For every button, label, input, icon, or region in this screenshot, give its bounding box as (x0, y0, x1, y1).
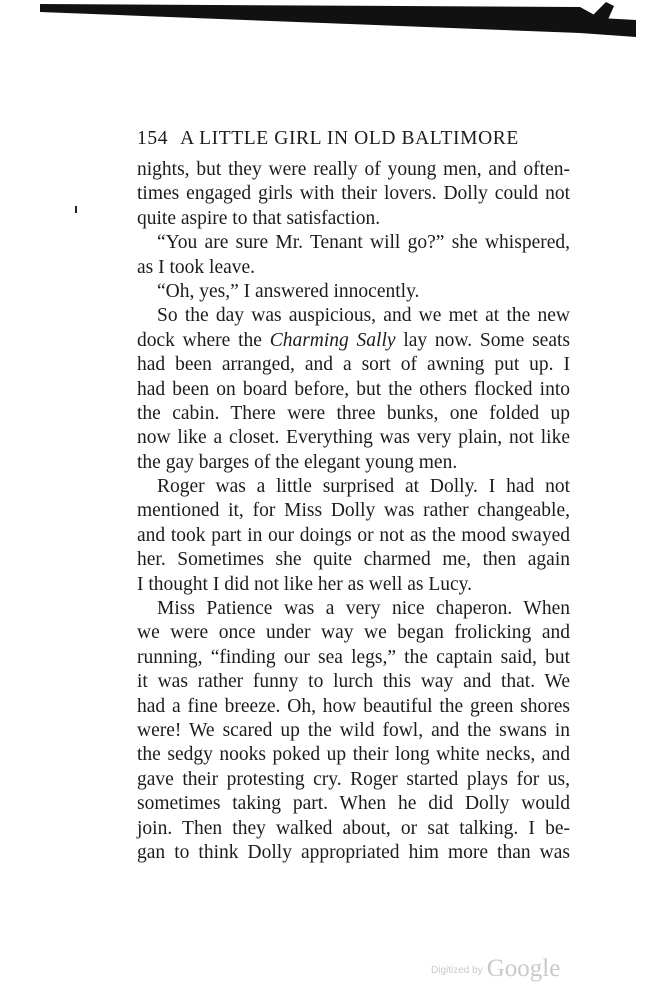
text-line: nights, but they were really of young men, and often- (137, 159, 570, 180)
text-line: the sedgy nooks poked up their long white necks, and (137, 744, 570, 766)
text-line: had been on board before, but the others flocked into (137, 378, 570, 400)
text-line: her. Sometimes she quite charmed me, then again (137, 549, 570, 571)
scanned-page-top-edge (40, 0, 636, 40)
text-line: quite aspire to that satisfaction. (137, 207, 381, 229)
text-line: Miss Patience was a very nice chaperon. When (157, 598, 570, 620)
text-line: “You are sure Mr. Tenant will go?” she whispered, (157, 232, 570, 254)
text-line: gave their protesting cry. Roger started plays for us, (137, 768, 570, 790)
text-line: now like a closet. Everything was very plain, not like (137, 427, 570, 449)
text-run: dock where the (137, 329, 270, 351)
watermark-brand: Google (486, 955, 561, 982)
text-line: had a fine breeze. Oh, how beautiful the green shores (137, 695, 570, 717)
page-number: 154 (137, 128, 169, 149)
text-line: mentioned it, for Miss Dolly was rather changeable, (137, 500, 570, 522)
text-line: I thought I did not like her as well as Lucy. (137, 573, 473, 595)
text-line: running, “finding our sea legs,” the captain said, but (137, 646, 570, 668)
running-header (137, 128, 570, 150)
text-line: had been arranged, and a sort of awning put up. I (137, 354, 570, 376)
text-line: we were once under way we began frolicking and (137, 622, 570, 644)
text-line: “Oh, yes,” I answered innocently. (157, 280, 420, 302)
digitized-watermark (431, 955, 560, 983)
text-line: join. Then they walked about, or sat talking. I be- (137, 817, 570, 839)
ship-name: Charming Sally (269, 329, 396, 351)
text-line: as I took leave. (137, 256, 256, 278)
text-line: times engaged girls with their lovers. Dolly could not (137, 183, 570, 205)
text-line: So the day was auspicious, and we met at the new (157, 305, 570, 327)
scan-speck (75, 206, 77, 213)
text-line: sometimes taking part. When he did Dolly would (137, 793, 570, 815)
body-text (137, 158, 570, 865)
text-line: the gay barges of the elegant young men. (137, 451, 458, 473)
text-line: and took part in our doings or not as the mood swayed (137, 524, 570, 546)
text-line: it was rather funny to lurch this way and that. We (137, 671, 570, 693)
text-line: the cabin. There were three bunks, one folded up (137, 402, 570, 424)
text-line: Roger was a little surprised at Dolly. I had not (157, 476, 570, 498)
text-line: gan to think Dolly appropriated him more than was (137, 841, 570, 863)
text-run: lay now. Some seats (395, 329, 570, 351)
text-line: were! We scared up the wild fowl, and the swans in (137, 719, 570, 741)
text-line (137, 329, 570, 353)
watermark-prefix: Digitized by (431, 965, 483, 976)
running-title: A LITTLE GIRL IN OLD BALTIMORE (180, 128, 519, 149)
